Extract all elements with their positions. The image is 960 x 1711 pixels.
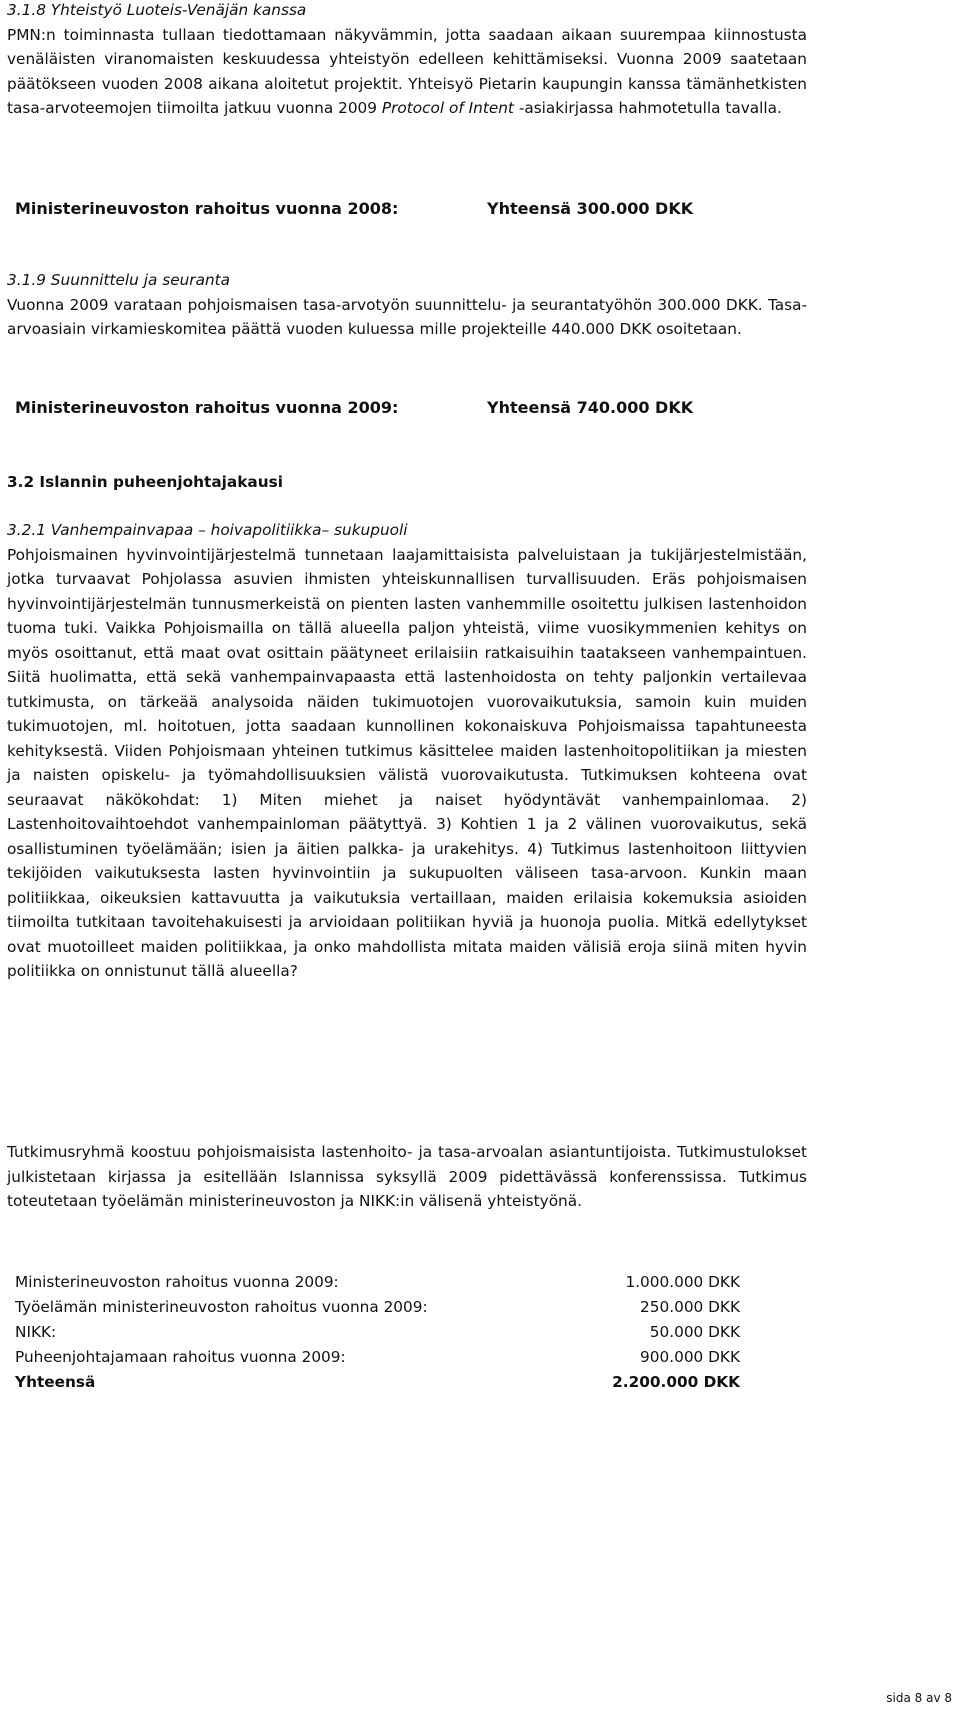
funding-table-amount: 50.000 DKK [649,1323,740,1341]
funding-table-label: Puheenjohtajamaan rahoitus vuonna 2009: [15,1348,346,1366]
funding-table-amount: 1.000.000 DKK [625,1273,740,1291]
funding-table-row [15,1295,740,1320]
funding-table-row [15,1320,740,1345]
funding-label: Ministerineuvoston rahoitus vuonna 2008: [15,199,399,218]
funding-table-amount: 250.000 DKK [640,1298,740,1316]
funding-table-label: Työelämän ministerineuvoston rahoitus vuonna 2009: [15,1298,428,1316]
paragraph: Pohjoismainen hyvinvointijärjestelmä tunnetaan laajamittaisista palveluistaan ja tukijärjestelmistään, jotka turvaavat Pohjolassa asuvien ihmisten yhteiskunnallisen turvallisuuden. Eräs pohjoismaisen hyvinvointijärjestelmän tunnusmerkeistä on pienten lasten vanhemmille osoitettu julkisen lastenhoidon tuoma tuki. Vaikka Pohjoismailla on tällä alueella paljon yhteistä, viime vuosikymmenien kehitys on myös osoittanut, että maat ovat osittain päätyneet erilaisiin ratkaisuihin taatakseen vanhempaintuen. Siitä huolimatta, että sekä vanhempainvapaasta että lastenhoidosta on tehty paljonkin vertailevaa tutkimusta, on tärkeää analysoida näiden tukimuotojen vuorovaikutuksia, samoin kuin muiden tukimuotojen, ml. hoitotuen, jotta saadaan kunnollinen kokonaiskuva Pohjoismaissa tapahtuneesta kehityksestä. Viiden Pohjoismaan yhteinen tutkimus käsittelee maiden lastenhoitopolitiikan ja miesten ja naisten opiskelu- ja työmahdollisuuksien välistä vuorovaikutusta. Tutkimuksen kohteena ovat seuraavat näkökohdat: 1) Miten miehet ja naiset hyödyntävät vanhempainlomaa. 2) Lastenhoitovaihtoehdot vanhempainloman päätyttyä. 3) Kohtien 1 ja 2 välinen vuorovaikutus, sekä osallistuminen työelämään; isien ja äitien palkka- ja urakehitys. 4) Tutkimus lastenhoitoon liittyvien tekijöiden vaikutuksesta lasten hyvinvointiin ja sukupuolten väliseen tasa-arvoon. Kunkin maan politiikkaa, oikeuksien kattavuutta ja vaikutuksia vertaillaan, maiden erilaisia kokemuksia asioiden tiimoilta tutkitaan tavoitehakuisesti ja arvioidaan politiikan hyviä ja huonoja puolia. Mitkä edellytykset ovat muotoilleet maiden politiikkaa, ja onko mahdollista mitata maiden välisiä eroja siinä miten hyvin politiikka on onnistunut tällä alueella? [7,545,807,980]
funding-table-label: Ministerineuvoston rahoitus vuonna 2009: [15,1273,339,1291]
paragraph: Tutkimusryhmä koostuu pohjoismaisista lastenhoito- ja tasa-arvoalan asiantuntijoista. Tutkimustulokset julkistetaan kirjassa ja esitellään Islannissa syksyllä 2009 pidettävässä konferenssissa. Tutkimus toteutetaan työelämän ministerineuvoston ja NIKK:in välisenä yhteistyönä. [7,1143,807,1210]
section-3-2-1-cont [7,1140,807,1214]
funding-row [7,395,740,420]
funding-table-total-row [15,1370,740,1395]
funding-table-row [15,1345,740,1370]
funding-table-row [15,1270,740,1295]
paragraph: Vuonna 2009 varataan pohjoismaisen tasa-arvotyön suunnittelu- ja seurantatyöhön 300.000 DKK. Tasa-arvoasiain virkamieskomitea päättä vuoden kuluessa mille projekteille 440.000 DKK osoitetaan. [7,295,807,338]
section-heading: 3.2 Islannin puheenjohtajakausi [7,473,283,491]
funding-table-label: NIKK: [15,1323,57,1341]
section-heading: 3.1.9 Suunnittelu ja seuranta [7,271,231,289]
section-3-2-1 [7,518,807,984]
funding-row [7,196,740,221]
paragraph: PMN:n toiminnasta tullaan tiedottamaan näkyvämmin, jotta saadaan aikaan suurempaa kiinnostusta venäläisten viranomaisten keskuudessa yhteistyön edelleen kehittämiseksi. Vuonna 2009 saatetaan päätökseen vuoden 2008 aikana aloitetut projektit. Yhteisyö Pietarin kaupungin kanssa tämänhetkisten tasa-arvoteemojen tiimoilta jatkuu vuonna 2009 Protocol of Intent -asiakirjassa hahmotetulla tavalla. [7,25,807,117]
section-heading: 3.1.8 Yhteistyö Luoteis-Venäjän kanssa [7,1,307,19]
page-number: sida 8 av 8 [886,1691,952,1705]
section-heading: 3.2.1 Vanhempainvapaa – hoivapolitiikka– sukupuoli [7,521,408,539]
funding-label: Ministerineuvoston rahoitus vuonna 2009: [15,398,399,417]
section-3-1-8 [7,0,807,121]
funding-amount: Yhteensä 300.000 DKK [487,199,694,218]
section-3-2 [7,470,807,495]
funding-table-amount: 900.000 DKK [640,1348,740,1366]
funding-table-label: Yhteensä [15,1373,96,1391]
funding-table [7,1270,740,1395]
funding-table-amount: 2.200.000 DKK [612,1373,740,1391]
section-3-1-9 [7,268,807,342]
funding-amount: Yhteensä 740.000 DKK [487,398,694,417]
